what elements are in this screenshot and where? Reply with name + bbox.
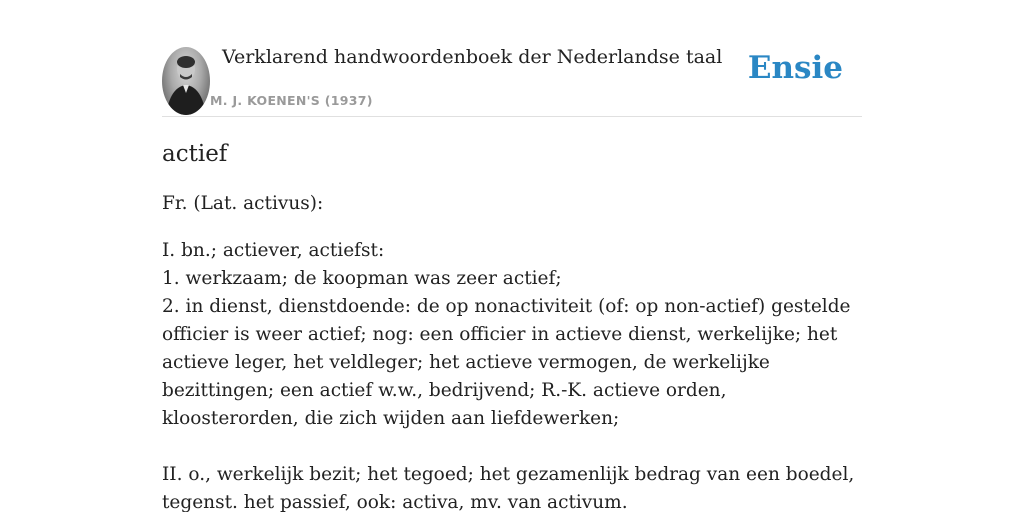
dictionary-header	[162, 40, 862, 117]
definition-spacer	[162, 433, 862, 461]
entry-definition	[162, 237, 862, 512]
portrait-image	[162, 47, 210, 115]
ensie-logo[interactable]: Ensie	[747, 50, 843, 86]
definition-section-2: II. o., werkelijk bezit; het tegoed; het gezamenlijk bedrag van een boedel, tegenst. het passief, ook: activa, mv. van activum.	[162, 464, 855, 512]
definition-sense-1: 1. werkzaam; de koopman was zeer actief;	[162, 268, 562, 289]
definition-section-1-label: I. bn.; actiever, actiefst:	[162, 240, 385, 261]
dictionary-author-subtitle[interactable]: M. J. KOENEN'S (1937)	[210, 93, 373, 108]
dictionary-entry	[162, 138, 862, 512]
definition-sense-2: 2. in dienst, dienstdoende: de op nonactiviteit (of: op non-actief) gestelde officier is weer actief; nog: een officier in actieve dienst, werkelijke; het actieve leger, het veldleger; het actieve vermogen, de werkelijke bezittingen; een actief w.w., bedrijvend; R.-K. actieve orden, kloosterorden, die zich wijden aan liefdewerken;	[162, 296, 851, 429]
author-portrait	[162, 47, 210, 115]
dictionary-title[interactable]: Verklarend handwoordenboek der Nederlandse taal	[222, 46, 723, 68]
entry-headword: actief	[162, 141, 228, 167]
entry-etymology: Fr. (Lat. activus):	[162, 193, 324, 214]
